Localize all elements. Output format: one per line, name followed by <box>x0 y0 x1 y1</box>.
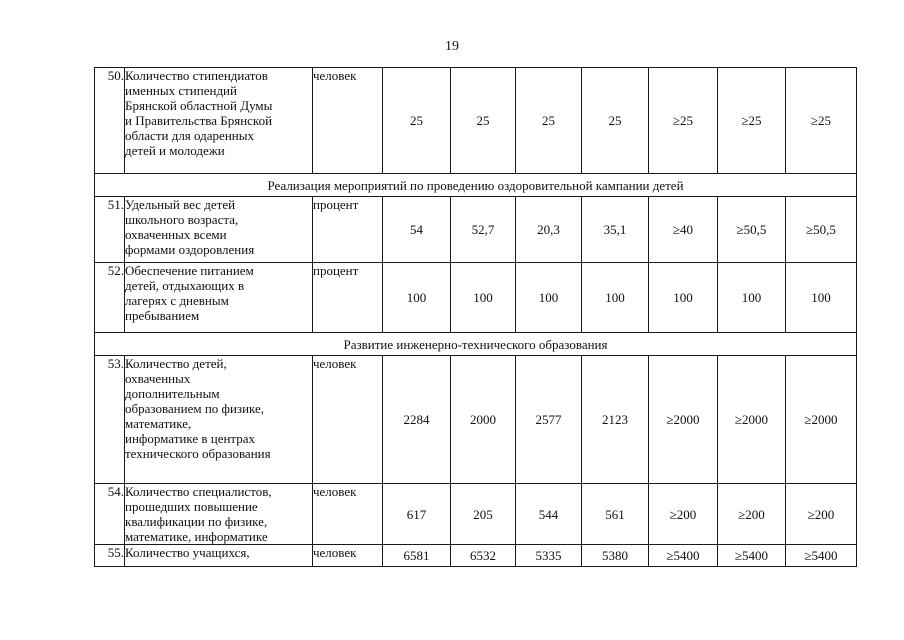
indicator-name-line: дополнительным <box>125 386 220 401</box>
indicator-name-line: Обеспечение питанием <box>125 263 254 278</box>
section-title: Реализация мероприятий по проведению оздоровительной кампании детей <box>95 174 857 197</box>
value-cell: ≥200 <box>718 484 786 545</box>
value-cell: 100 <box>516 263 582 333</box>
table-row <box>95 197 857 263</box>
row-number: 54. <box>95 484 125 545</box>
unit-cell: человек <box>313 484 383 545</box>
indicator-name-line: формами оздоровления <box>125 242 255 257</box>
indicator-name <box>125 68 313 174</box>
table-row <box>95 484 857 545</box>
indicator-name-line: Количество учащихся, <box>125 545 250 560</box>
value-cell: 6581 <box>383 545 451 567</box>
indicator-name-line: охваченных <box>125 371 191 386</box>
row-number: 51. <box>95 197 125 263</box>
value-cell: 100 <box>649 263 718 333</box>
indicator-name-line: Удельный вес детей <box>125 197 236 212</box>
indicator-name-line: детей и молодежи <box>125 143 225 158</box>
value-cell: 54 <box>383 197 451 263</box>
indicator-name-line: математике, информатике <box>125 529 268 544</box>
value-cell: ≥25 <box>649 68 718 174</box>
value-cell: ≥2000 <box>649 356 718 484</box>
value-cell: 205 <box>451 484 516 545</box>
indicator-name-line: образованием по физике, <box>125 401 265 416</box>
value-cell: ≥25 <box>718 68 786 174</box>
table-row <box>95 263 857 333</box>
section-header-row <box>95 174 857 197</box>
indicator-name-line: Количество детей, <box>125 356 227 371</box>
value-cell: 2284 <box>383 356 451 484</box>
table-row <box>95 356 857 484</box>
value-cell: 20,3 <box>516 197 582 263</box>
value-cell: 35,1 <box>582 197 649 263</box>
row-number: 52. <box>95 263 125 333</box>
value-cell: ≥50,5 <box>718 197 786 263</box>
indicator-name-line: Количество стипендиатов <box>125 68 268 83</box>
value-cell: 25 <box>383 68 451 174</box>
value-cell: 100 <box>718 263 786 333</box>
value-cell: ≥5400 <box>718 545 786 567</box>
indicator-name-line: математике, <box>125 416 192 431</box>
value-cell: ≥40 <box>649 197 718 263</box>
value-cell: 544 <box>516 484 582 545</box>
table-row <box>95 545 857 567</box>
indicator-name-line: области для одаренных <box>125 128 254 143</box>
value-cell: 100 <box>786 263 857 333</box>
indicator-name <box>125 484 313 545</box>
value-cell: 5380 <box>582 545 649 567</box>
value-cell: 6532 <box>451 545 516 567</box>
value-cell: ≥5400 <box>649 545 718 567</box>
unit-cell: человек <box>313 68 383 174</box>
row-number: 50. <box>95 68 125 174</box>
value-cell: 2577 <box>516 356 582 484</box>
value-cell: ≥50,5 <box>786 197 857 263</box>
row-number: 55. <box>95 545 125 567</box>
indicator-name <box>125 263 313 333</box>
indicator-name-line: прошедших повышение <box>125 499 258 514</box>
section-header-row <box>95 333 857 356</box>
unit-cell: человек <box>313 356 383 484</box>
indicators-table <box>94 67 857 567</box>
indicator-name-line: именных стипендий <box>125 83 237 98</box>
unit-cell: процент <box>313 197 383 263</box>
indicator-name-line: школьного возраста, <box>125 212 239 227</box>
indicator-name-line: лагерях с дневным <box>125 293 229 308</box>
page-number: 19 <box>445 39 459 54</box>
unit-cell: человек <box>313 545 383 567</box>
indicator-name-line: Количество специалистов, <box>125 484 272 499</box>
value-cell: 25 <box>516 68 582 174</box>
indicator-name-line: квалификации по физике, <box>125 514 268 529</box>
indicator-name <box>125 356 313 484</box>
value-cell: 2000 <box>451 356 516 484</box>
indicator-name-line: информатике в центрах <box>125 431 256 446</box>
indicator-name-line: детей, отдыхающих в <box>125 278 245 293</box>
indicator-name-line: охваченных всеми <box>125 227 227 242</box>
value-cell: 100 <box>582 263 649 333</box>
value-cell: 25 <box>451 68 516 174</box>
value-cell: 561 <box>582 484 649 545</box>
value-cell: ≥2000 <box>718 356 786 484</box>
indicator-name-line: технического образования <box>125 446 271 461</box>
indicator-name <box>125 545 313 567</box>
value-cell: ≥25 <box>786 68 857 174</box>
section-title: Развитие инженерно-технического образования <box>95 333 857 356</box>
value-cell: 617 <box>383 484 451 545</box>
indicator-name-line: пребыванием <box>125 308 200 323</box>
value-cell: 100 <box>383 263 451 333</box>
table-row <box>95 68 857 174</box>
value-cell: ≥200 <box>786 484 857 545</box>
indicator-name-line: Брянской областной Думы <box>125 98 273 113</box>
value-cell: 25 <box>582 68 649 174</box>
value-cell: ≥2000 <box>786 356 857 484</box>
value-cell: 100 <box>451 263 516 333</box>
value-cell: ≥5400 <box>786 545 857 567</box>
row-number: 53. <box>95 356 125 484</box>
value-cell: 52,7 <box>451 197 516 263</box>
indicator-name <box>125 197 313 263</box>
value-cell: 2123 <box>582 356 649 484</box>
value-cell: 5335 <box>516 545 582 567</box>
value-cell: ≥200 <box>649 484 718 545</box>
indicator-name-line: и Правительства Брянской <box>125 113 273 128</box>
unit-cell: процент <box>313 263 383 333</box>
